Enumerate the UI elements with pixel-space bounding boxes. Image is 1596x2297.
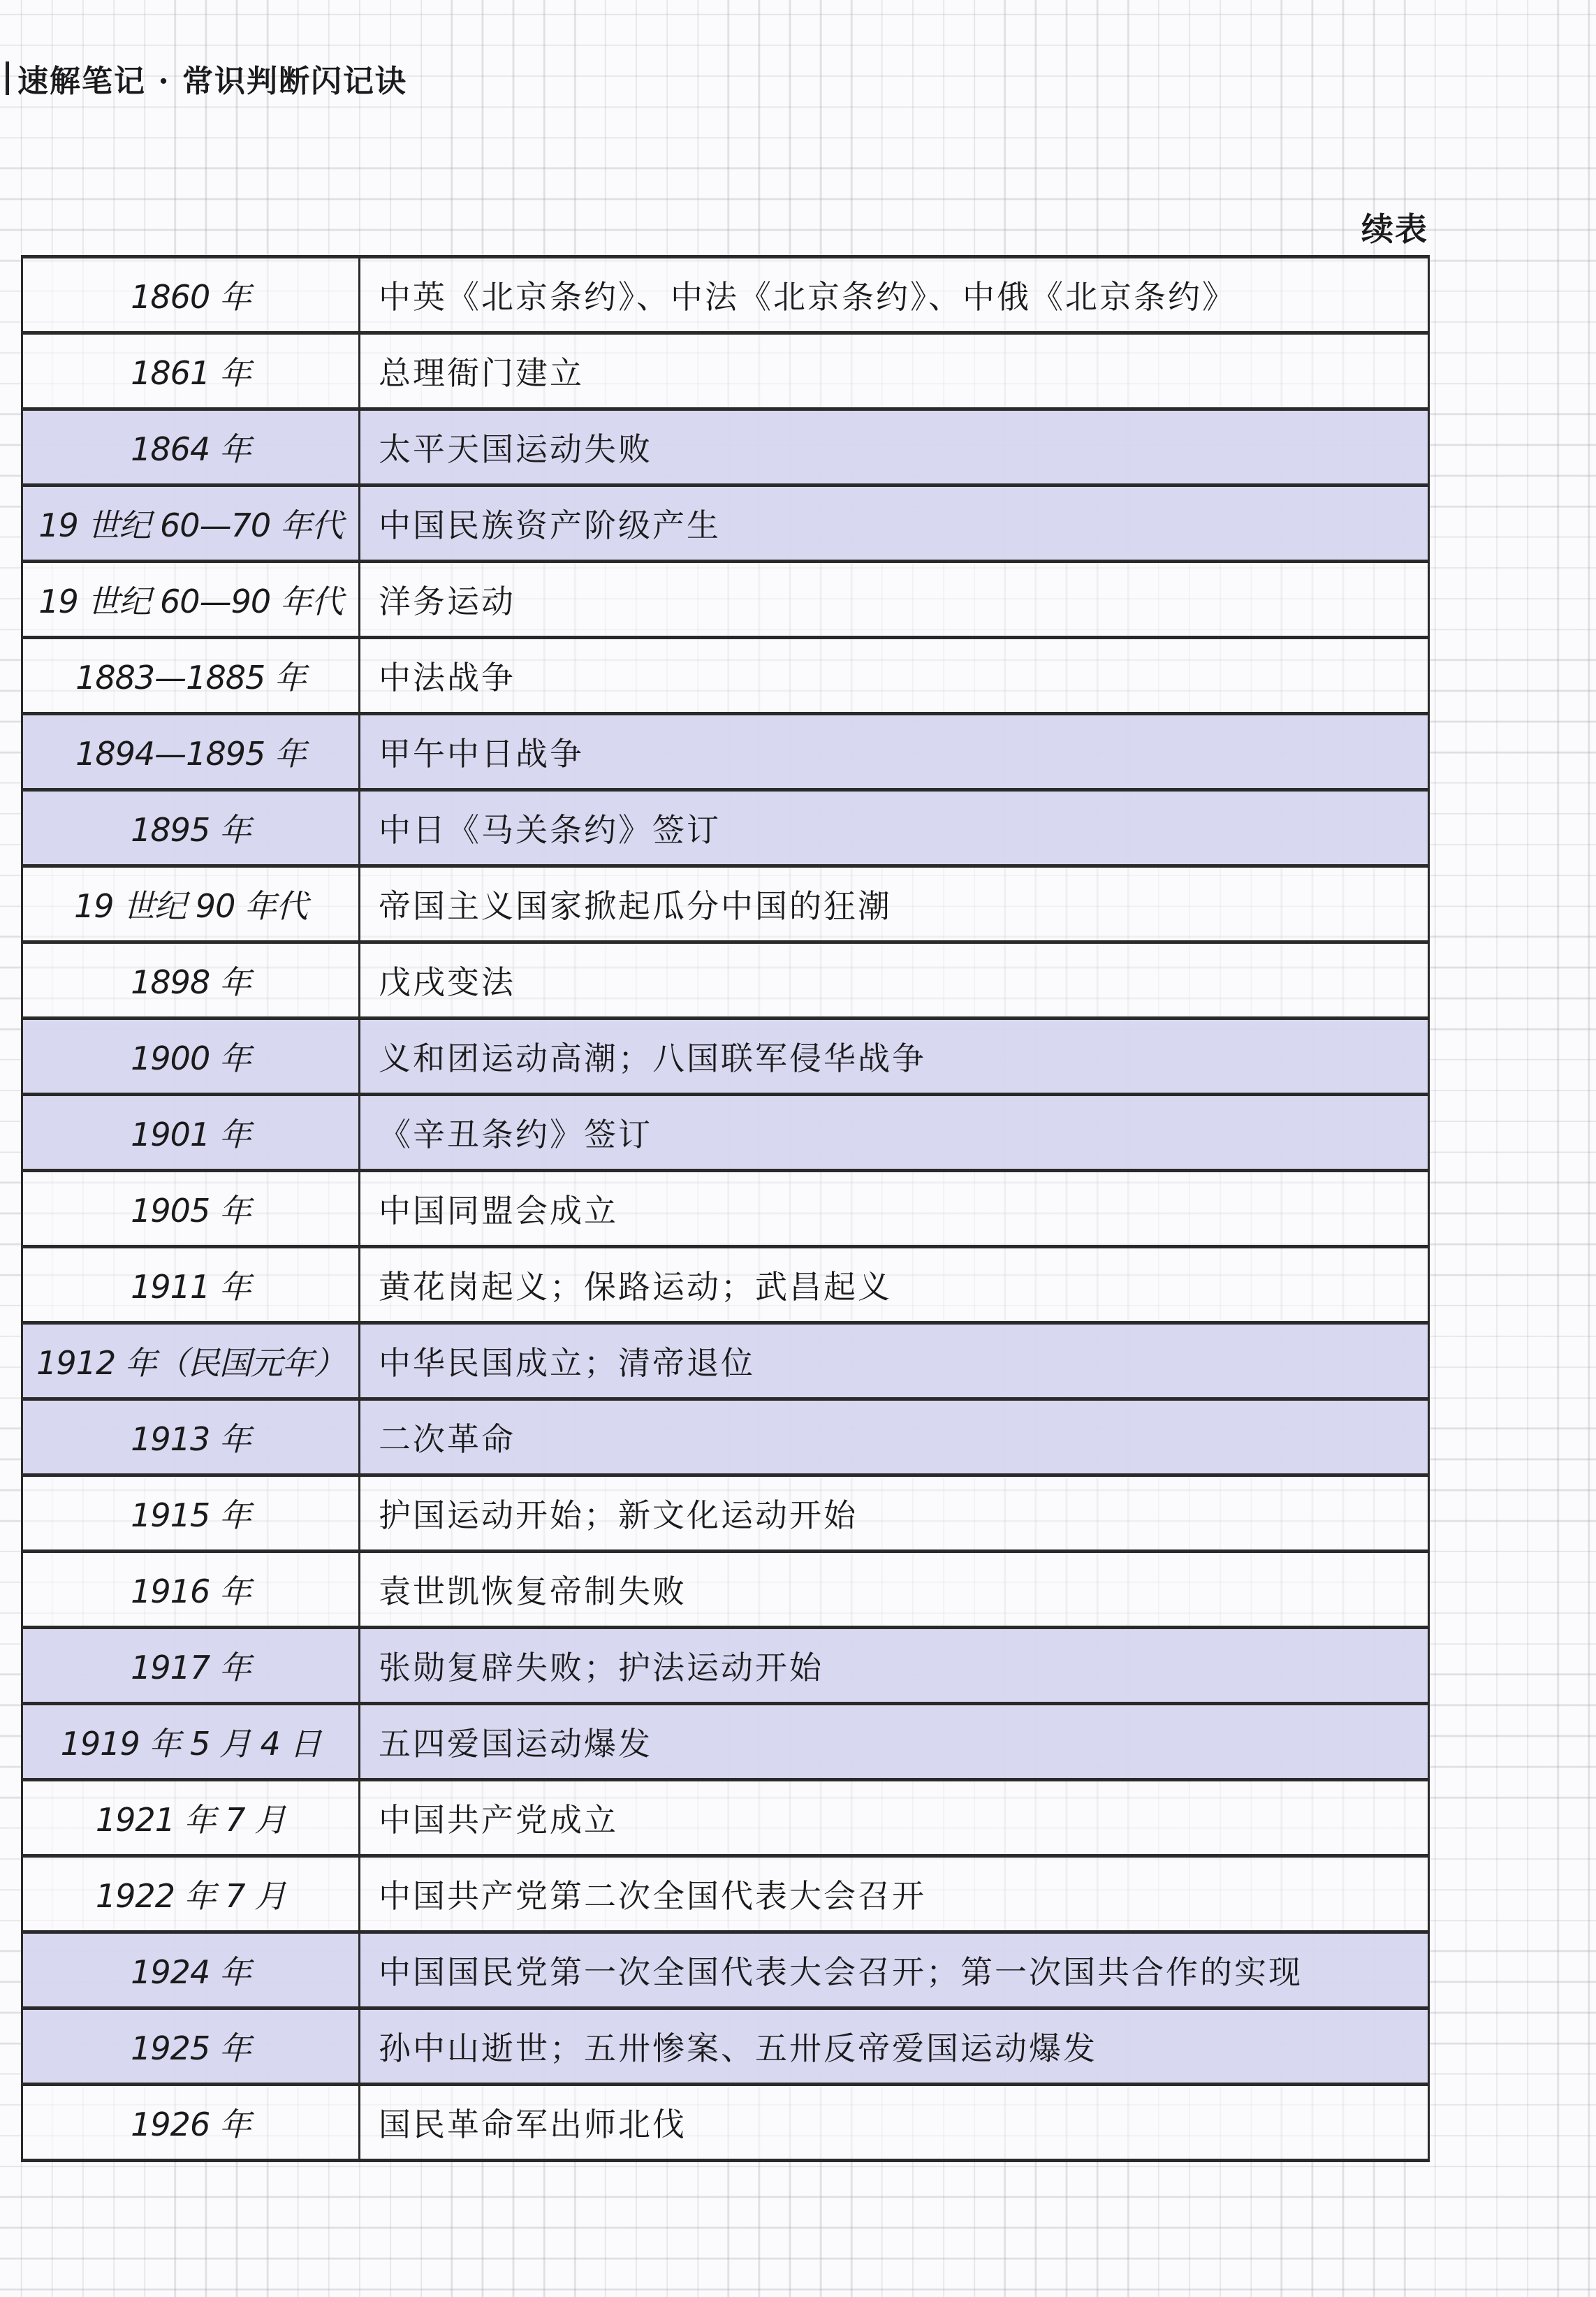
table-row bbox=[22, 2085, 1429, 2161]
table-row bbox=[22, 942, 1429, 1019]
continued-table-label: 续表 bbox=[1361, 210, 1428, 248]
row-year: 1901 年 bbox=[22, 1095, 360, 1171]
row-year: 1883—1885 年 bbox=[22, 638, 360, 714]
row-event: 太平天国运动失败 bbox=[360, 409, 1429, 486]
table-row bbox=[22, 1171, 1429, 1247]
row-year: 1905 年 bbox=[22, 1171, 360, 1247]
row-year: 19 世纪 60—90 年代 bbox=[22, 562, 360, 638]
row-event: 孙中山逝世；五卅惨案、五卅反帝爱国运动爆发 bbox=[360, 2008, 1429, 2085]
row-year: 1917 年 bbox=[22, 1628, 360, 1704]
row-year: 1864 年 bbox=[22, 409, 360, 486]
row-year: 1925 年 bbox=[22, 2008, 360, 2085]
row-year: 1913 年 bbox=[22, 1399, 360, 1475]
row-event: 中国国民党第一次全国代表大会召开；第一次国共合作的实现 bbox=[360, 1932, 1429, 2008]
page-header bbox=[6, 56, 407, 101]
row-event: 护国运动开始；新文化运动开始 bbox=[360, 1475, 1429, 1552]
row-event: 义和团运动高潮；八国联军侵华战争 bbox=[360, 1019, 1429, 1095]
row-year: 19 世纪 90 年代 bbox=[22, 866, 360, 942]
row-event: 袁世凯恢复帝制失败 bbox=[360, 1552, 1429, 1628]
row-year: 1895 年 bbox=[22, 790, 360, 866]
table-row bbox=[22, 714, 1429, 790]
table-row bbox=[22, 866, 1429, 942]
row-event: 甲午中日战争 bbox=[360, 714, 1429, 790]
row-event: 中日《马关条约》签订 bbox=[360, 790, 1429, 866]
table-row bbox=[22, 1780, 1429, 1856]
header-title: 速解笔记 · 常识判断闪记诀 bbox=[17, 64, 407, 99]
table-row bbox=[22, 562, 1429, 638]
timeline-body bbox=[22, 257, 1429, 2161]
table-row bbox=[22, 1628, 1429, 1704]
table-row bbox=[22, 2008, 1429, 2085]
row-year: 1915 年 bbox=[22, 1475, 360, 1552]
row-year: 1898 年 bbox=[22, 942, 360, 1019]
table-row bbox=[22, 1704, 1429, 1780]
row-event: 中华民国成立；清帝退位 bbox=[360, 1323, 1429, 1399]
table-row bbox=[22, 409, 1429, 486]
row-event: 中英《北京条约》、中法《北京条约》、中俄《北京条约》 bbox=[360, 257, 1429, 333]
row-year: 1911 年 bbox=[22, 1247, 360, 1323]
row-year: 1900 年 bbox=[22, 1019, 360, 1095]
table-row bbox=[22, 1247, 1429, 1323]
row-year: 1860 年 bbox=[22, 257, 360, 333]
table-row bbox=[22, 790, 1429, 866]
table-row bbox=[22, 257, 1429, 333]
row-year: 1894—1895 年 bbox=[22, 714, 360, 790]
row-event: 中国共产党成立 bbox=[360, 1780, 1429, 1856]
table-row bbox=[22, 1399, 1429, 1475]
header-divider bbox=[6, 61, 9, 95]
table-row bbox=[22, 1019, 1429, 1095]
table-row bbox=[22, 1552, 1429, 1628]
row-event: 中国同盟会成立 bbox=[360, 1171, 1429, 1247]
row-event: 五四爱国运动爆发 bbox=[360, 1704, 1429, 1780]
row-event: 总理衙门建立 bbox=[360, 333, 1429, 409]
row-year: 1926 年 bbox=[22, 2085, 360, 2161]
table-row bbox=[22, 638, 1429, 714]
row-event: 《辛丑条约》签订 bbox=[360, 1095, 1429, 1171]
table-row bbox=[22, 1475, 1429, 1552]
row-event: 中国民族资产阶级产生 bbox=[360, 486, 1429, 562]
row-event: 中法战争 bbox=[360, 638, 1429, 714]
table-row bbox=[22, 486, 1429, 562]
row-year: 1912 年（民国元年） bbox=[22, 1323, 360, 1399]
table-row bbox=[22, 1323, 1429, 1399]
table-row bbox=[22, 1095, 1429, 1171]
row-year: 1916 年 bbox=[22, 1552, 360, 1628]
row-year: 19 世纪 60—70 年代 bbox=[22, 486, 360, 562]
row-event: 戊戌变法 bbox=[360, 942, 1429, 1019]
row-event: 洋务运动 bbox=[360, 562, 1429, 638]
row-event: 帝国主义国家掀起瓜分中国的狂潮 bbox=[360, 866, 1429, 942]
row-event: 张勋复辟失败；护法运动开始 bbox=[360, 1628, 1429, 1704]
history-timeline-table bbox=[21, 255, 1430, 2162]
row-year: 1922 年 7 月 bbox=[22, 1856, 360, 1932]
row-event: 中国共产党第二次全国代表大会召开 bbox=[360, 1856, 1429, 1932]
row-year: 1921 年 7 月 bbox=[22, 1780, 360, 1856]
row-event: 黄花岗起义；保路运动；武昌起义 bbox=[360, 1247, 1429, 1323]
table-row bbox=[22, 333, 1429, 409]
row-year: 1924 年 bbox=[22, 1932, 360, 2008]
row-event: 国民革命军出师北伐 bbox=[360, 2085, 1429, 2161]
table-row bbox=[22, 1932, 1429, 2008]
row-event: 二次革命 bbox=[360, 1399, 1429, 1475]
row-year: 1919 年 5 月 4 日 bbox=[22, 1704, 360, 1780]
row-year: 1861 年 bbox=[22, 333, 360, 409]
table-row bbox=[22, 1856, 1429, 1932]
